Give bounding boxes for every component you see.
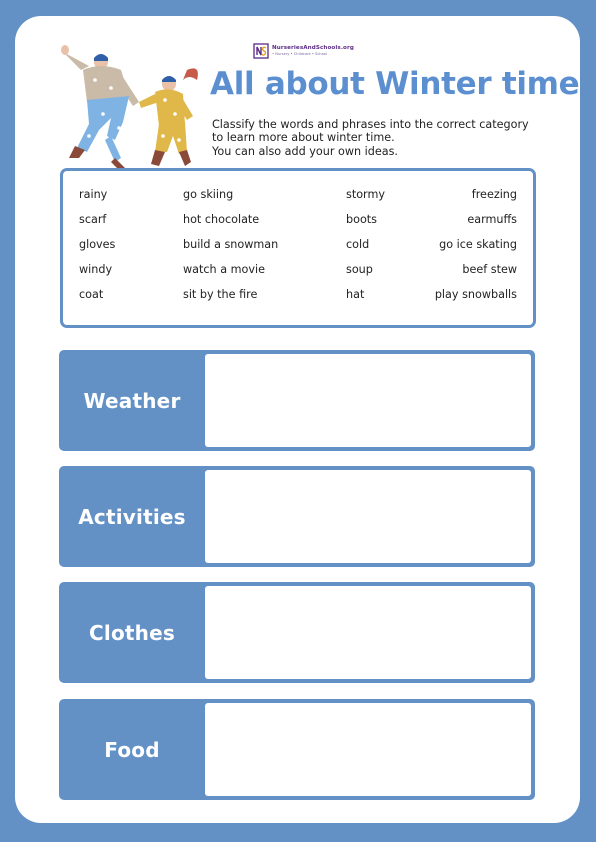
word-item: go ice skating: [439, 238, 517, 251]
category-answer-box-activities[interactable]: [205, 470, 531, 563]
word-item: freezing: [471, 188, 517, 201]
word-item: boots: [346, 213, 378, 226]
word-item: soup: [346, 263, 373, 276]
page-title: All about Winter time: [210, 66, 580, 102]
word-item: go skiing: [183, 188, 234, 201]
word-item: hot chocolate: [183, 213, 260, 226]
category-clothes: [59, 582, 535, 683]
site-logo: [253, 42, 354, 60]
word-item: cold: [346, 238, 370, 251]
category-activities: [59, 466, 535, 567]
word-item: earmuffs: [467, 213, 517, 226]
word-bank-grid: [79, 188, 517, 313]
instruction-line: to learn more about winter time.: [212, 131, 395, 145]
word-item: hat: [346, 288, 365, 301]
category-answer-box-clothes[interactable]: [205, 586, 531, 679]
category-label: Activities: [78, 504, 186, 529]
instruction-line: Classify the words and phrases into the correct category: [212, 118, 529, 131]
logo-name: NurseriesAndSchools.org: [272, 44, 354, 51]
word-item: stormy: [346, 188, 385, 201]
category-answer-box-food[interactable]: [205, 703, 531, 796]
word-item: watch a movie: [183, 263, 265, 276]
word-bank: [60, 168, 536, 328]
category-label: Food: [104, 737, 160, 762]
category-weather: [59, 350, 535, 451]
word-item: sit by the fire: [183, 288, 258, 301]
word-item: rainy: [79, 188, 108, 201]
winter-skaters-illustration: [59, 40, 209, 180]
category-label: Clothes: [89, 620, 175, 645]
logo-mark-icon: [253, 43, 269, 59]
category-label: Weather: [83, 388, 181, 413]
word-item: windy: [79, 263, 113, 276]
category-food: [59, 699, 535, 800]
category-answer-box-weather[interactable]: [205, 354, 531, 447]
instruction-line: You can also add your own ideas.: [212, 144, 398, 158]
word-item: coat: [79, 288, 104, 301]
word-item: scarf: [79, 213, 107, 226]
word-item: gloves: [79, 238, 116, 251]
word-item: beef stew: [462, 263, 517, 276]
logo-tagline: • Nursery • Childcare • School: [272, 51, 327, 56]
word-item: play snowballs: [434, 288, 517, 301]
instructions: [212, 118, 562, 158]
word-item: build a snowman: [183, 238, 279, 251]
